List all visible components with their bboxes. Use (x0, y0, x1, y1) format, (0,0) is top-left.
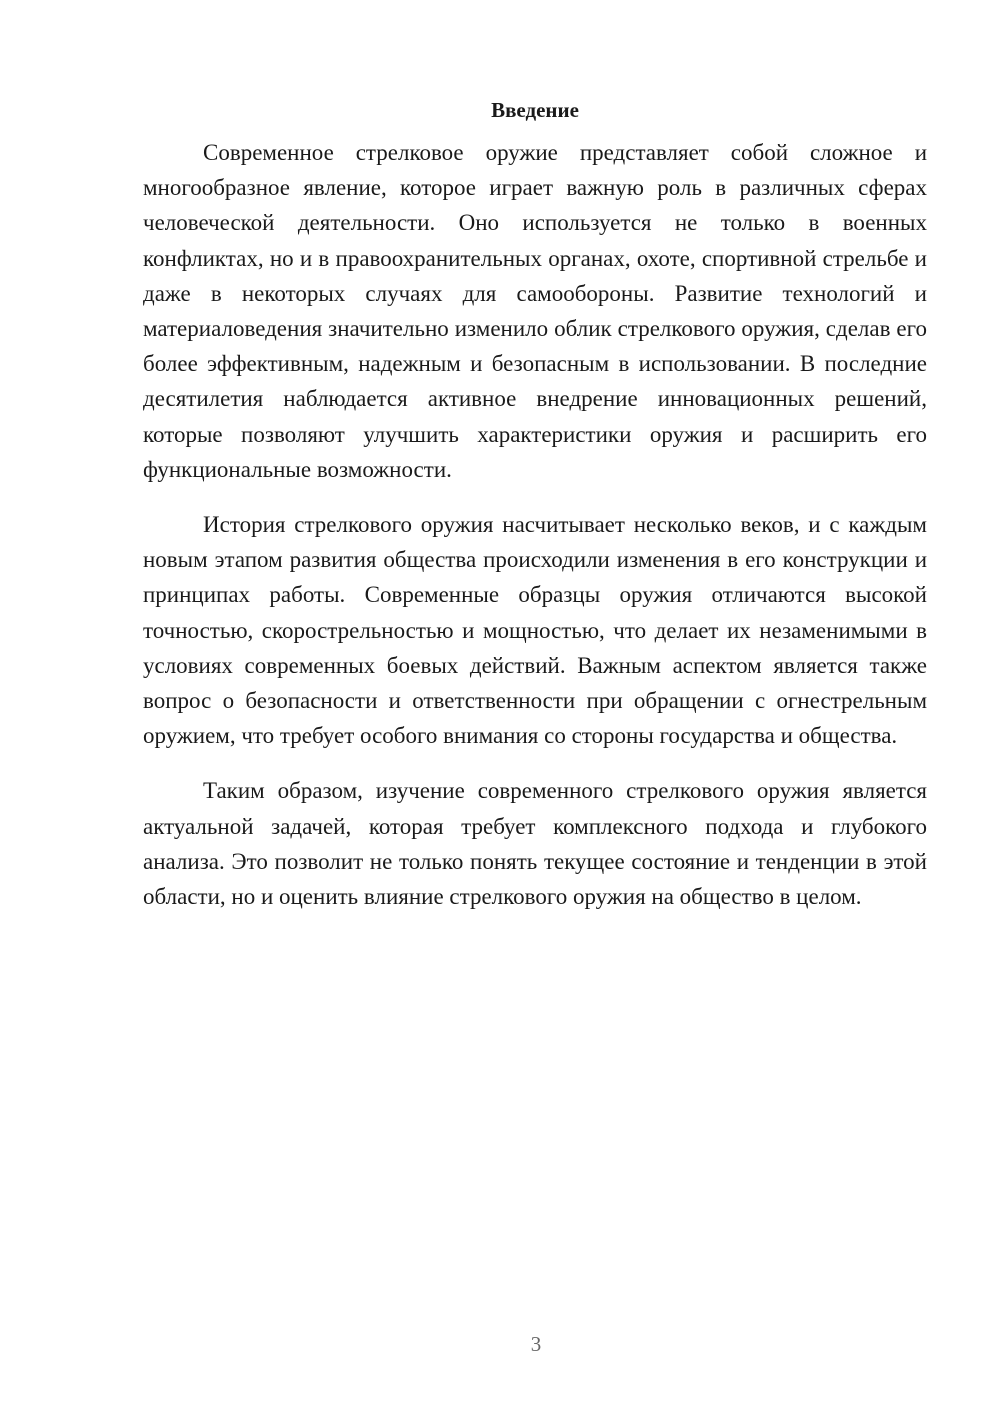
page-content (143, 95, 927, 934)
paragraph-1: Современное стрелковое оружие представляет собой сложное и многообразное явление, которое играет важную роль в различных сферах человеческой деятельности. Оно используется не только в военных конфликтах, но и в правоохранительных органах, охоте, спортивной стрельбе и даже в некоторых случаях для самообороны. Развитие технологий и материаловедения значительно изменило облик стрелкового оружия, сделав его более эффективным, надежным и безопасным в использовании. В последние десятилетия наблюдается активное внедрение инновационных решений, которые позволяют улучшить характеристики оружия и расширить его функциональные возможности. (143, 140, 927, 482)
paragraph-3: Таким образом, изучение современного стрелкового оружия является актуальной задачей, которая требует комплексного подхода и глубокого анализа. Это позволит не только понять текущее состояние и тенденции в этой области, но и оценить влияние стрелкового оружия на общество в целом. (143, 778, 927, 910)
page-number: 3 (530, 1332, 542, 1356)
paragraph-2: История стрелкового оружия насчитывает несколько веков, и с каждым новым этапом развития общества происходили изменения в его конструкции и принципах работы. Современные образцы оружия отличаются высокой точностью, скорострельностью и мощностью, что делает их незаменимыми в условиях современных боевых действий. Важным аспектом является также вопрос о безопасности и ответственности при обращении с огнестрельным оружием, что требует особого внимания со стороны государства и общества. (143, 512, 927, 749)
section-title: Введение (491, 98, 579, 122)
